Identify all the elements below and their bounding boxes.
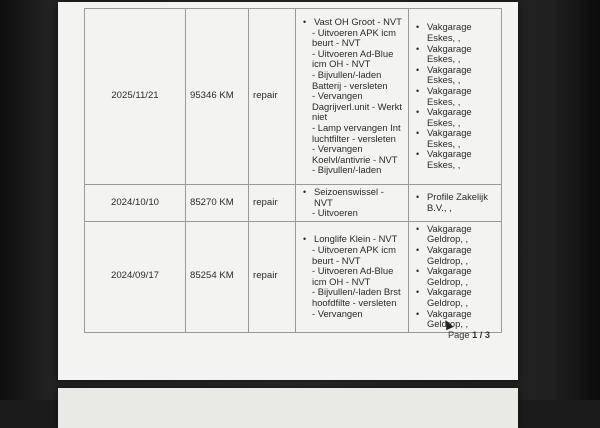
work-cell	[296, 9, 409, 185]
page-indicator	[448, 330, 490, 340]
garage-item: • Vakgarage Eskes, ,	[413, 65, 497, 86]
garage-item: • Vakgarage Eskes, ,	[413, 107, 497, 128]
garage-item: • Vakgarage Eskes, ,	[413, 128, 497, 149]
mileage-cell: 85270 KM	[186, 185, 249, 222]
work-cell	[296, 185, 409, 222]
page-label: Page	[448, 330, 470, 340]
garage-item: • Vakgarage Eskes, ,	[413, 44, 497, 65]
work-item: • Vast OH Groot - NVT	[300, 17, 404, 28]
work-item: - Vervangen Dagrijverl.unit - Werkt niet	[312, 90, 402, 123]
work-item: - Vervangen Koelvl/antivrie - NVT	[312, 143, 398, 165]
work-item: - Uitvoeren	[312, 207, 358, 219]
garage-item: • Vakgarage Eskes, ,	[413, 149, 497, 170]
garage-cell	[409, 221, 502, 332]
work-item: - Uitvoeren APK icm beurt - NVT	[312, 243, 396, 266]
work-list	[300, 187, 404, 219]
garage-item: • Vakgarage Eskes, ,	[413, 22, 497, 43]
work-item: • Longlife Klein - NVT	[300, 234, 404, 245]
garage-item: • Vakgarage Geldrop, ,	[413, 287, 497, 308]
work-list	[300, 17, 404, 176]
work-item: - Uitvoeren Ad-Blue icm OH - NVT	[312, 47, 394, 70]
mileage-cell: 85254 KM	[186, 221, 249, 332]
garage-item: • Vakgarage Geldrop, ,	[413, 266, 497, 287]
document-page	[58, 2, 518, 380]
garage-list	[413, 224, 497, 330]
work-item: - Lamp vervangen Int luchtfilter - versleten	[312, 121, 401, 144]
mileage-cell: 95346 KM	[186, 9, 249, 185]
garage-list	[413, 22, 497, 170]
work-item: - Uitvoeren Ad-Blue icm OH - NVT	[312, 265, 394, 287]
garage-item: • Vakgarage Geldrop, ,	[413, 309, 497, 330]
date-cell: 2024/09/17	[85, 221, 186, 332]
page-total: 3	[484, 330, 490, 340]
table-row	[85, 185, 502, 222]
garage-item: • Vakgarage Geldrop, ,	[413, 245, 497, 266]
work-item: - Bijvullen/-laden	[312, 164, 382, 176]
work-cell	[296, 221, 409, 332]
type-cell: repair	[249, 185, 296, 222]
work-item: - Bijvullen/-laden Brst hoofdfilte - versleten	[312, 286, 401, 308]
date-cell: 2024/10/10	[85, 185, 186, 222]
work-item: - Bijvullen/-laden Batterij - versleten	[312, 69, 388, 91]
next-document-page	[58, 388, 518, 428]
table-row	[85, 9, 502, 185]
maintenance-history-table	[84, 8, 502, 333]
garage-list	[413, 192, 497, 213]
type-cell: repair	[249, 221, 296, 332]
work-item: - Vervangen	[312, 307, 363, 319]
garage-item: • Vakgarage Geldrop, ,	[413, 224, 497, 245]
date-cell: 2025/11/21	[85, 9, 186, 185]
garage-cell	[409, 185, 502, 222]
table-row	[85, 221, 502, 332]
work-item: • Seizoenswissel - NVT	[300, 187, 404, 208]
garage-item: • Profile Zakelijk B.V., ,	[413, 192, 497, 213]
garage-item: • Vakgarage Eskes, ,	[413, 86, 497, 107]
work-list	[300, 234, 404, 319]
garage-cell	[409, 9, 502, 185]
work-item: - Uitvoeren APK icm beurt - NVT	[312, 26, 396, 49]
page-current: 1	[472, 330, 478, 340]
page-separator: /	[479, 330, 483, 340]
type-cell: repair	[249, 9, 296, 185]
